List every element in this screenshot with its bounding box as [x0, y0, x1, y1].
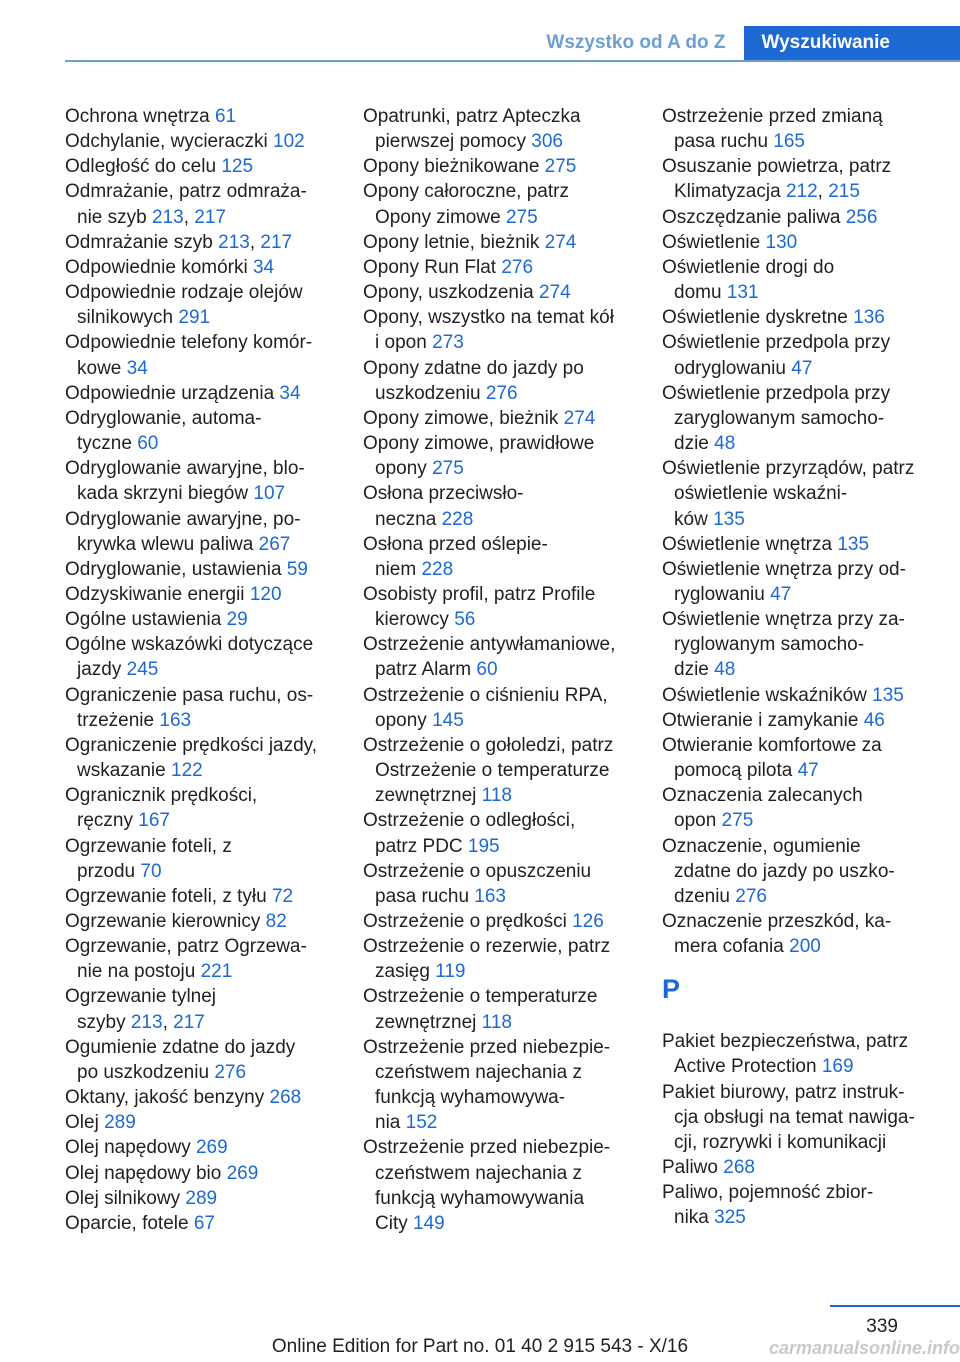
- index-entry-text: Oświetlenie wnętrza przy od- ryglowaniu: [662, 558, 906, 605]
- index-entry: [662, 205, 932, 230]
- header-rule: [65, 60, 960, 62]
- page-reference-link[interactable]: 149: [413, 1212, 445, 1234]
- page-reference-link[interactable]: 169: [821, 1056, 854, 1078]
- page-reference-link[interactable]: 289: [104, 1112, 136, 1134]
- index-entry: [662, 708, 932, 733]
- index-entry: [363, 154, 633, 179]
- index-entry: [65, 507, 337, 557]
- page-reference-link[interactable]: 269: [195, 1137, 228, 1159]
- index-entry-text: Ostrzeżenie przed niebezpie- czeństwem najechania z funkcją wyhamowywania City: [363, 1137, 611, 1234]
- page-reference-link[interactable]: 221: [200, 961, 233, 983]
- page-reference-link[interactable]: 152: [405, 1112, 438, 1134]
- index-entry: [65, 783, 337, 833]
- index-entry: [65, 632, 337, 682]
- index-entry: Odmrażanie, patrz odmraża- nie szyb 213, 217: [65, 181, 307, 228]
- index-entry-text: Ogumienie zdatne do jazdy po uszkodzeniu: [65, 1036, 296, 1083]
- breadcrumb-section[interactable]: Wszystko od A do Z: [528, 26, 743, 60]
- index-entry: [65, 1110, 337, 1135]
- index-entry-text: Ograniczenie prędkości jazdy, wskazanie: [65, 734, 318, 782]
- page-reference-link[interactable]: 60: [476, 659, 498, 681]
- index-entry: [662, 330, 932, 380]
- index-entry: [662, 381, 932, 456]
- index-entry-text: Ostrzeżenie o temperaturze zewnętrznej: [363, 986, 598, 1033]
- page-reference-link[interactable]: 34: [279, 382, 301, 404]
- index-column-1: [65, 104, 337, 1236]
- index-entry: Odmrażanie szyb 213, 217: [65, 231, 293, 253]
- index-entry-text: Odryglowanie, ustawienia: [65, 558, 282, 580]
- index-entry: [363, 406, 633, 431]
- index-entry: [65, 1161, 337, 1186]
- page-reference-link[interactable]: 56: [454, 609, 476, 631]
- index-entry-text: Ograniczenie pasa ruchu, os- trzeżenie: [65, 684, 314, 731]
- page-reference-link[interactable]: 48: [714, 433, 736, 455]
- index-entry-text: Oświetlenie wnętrza przy za- ryglowanym samocho- dzie: [662, 609, 905, 681]
- index-entry-text: Paliwo, pojemność zbior- nika: [662, 1182, 874, 1229]
- index-entry-text: Oznaczenie, ogumienie zdatne do jazdy po uszko- dzeniu: [662, 835, 895, 907]
- page-reference-link[interactable]: 102: [273, 131, 305, 153]
- index-entry: [662, 557, 932, 607]
- page-reference-link[interactable]: 135: [872, 684, 904, 706]
- index-entry-text: Oświetlenie przedpola przy odryglowaniu: [662, 332, 891, 379]
- index-entry: [662, 104, 932, 154]
- index-entry: [363, 104, 633, 154]
- page-reference-link[interactable]: 135: [713, 508, 745, 530]
- page-reference-link[interactable]: 256: [845, 206, 878, 228]
- page-reference-link[interactable]: 125: [221, 156, 254, 178]
- page-reference-link[interactable]: 59: [286, 558, 308, 580]
- page-reference-link[interactable]: 276: [735, 885, 767, 907]
- index-entry-text: Osobisty profil, patrz Profile kierowcy: [363, 583, 596, 631]
- page-reference-link[interactable]: 47: [770, 583, 792, 605]
- index-entry-text: Ogólne wskazówki dotyczące jazdy: [65, 634, 314, 681]
- page-reference-link[interactable]: 48: [714, 659, 736, 681]
- index-entry: [65, 456, 337, 506]
- page-reference-link[interactable]: 120: [249, 583, 282, 605]
- watermark: carmanualsonline.info: [768, 1338, 960, 1358]
- index-entry-text: Osuszanie powietrza, patrz Klimatyzacja: [662, 156, 892, 203]
- edition-note: Online Edition for Part no. 01 40 2 915 543 - X/16: [271, 1336, 689, 1357]
- index-entry: [65, 909, 337, 934]
- index-entry-text: Ogrzewanie, patrz Ogrzewa- nie na postoju: [65, 936, 307, 983]
- index-column-3: [662, 104, 932, 1231]
- page-reference-link[interactable]: 200: [789, 936, 821, 958]
- index-entry-text: Olej napędowy bio: [65, 1162, 222, 1184]
- index-entry: [662, 456, 932, 531]
- index-entry: [363, 532, 633, 582]
- page-reference-link[interactable]: 70: [140, 860, 162, 882]
- index-entry-text: Odpowiednie komórki: [65, 256, 248, 278]
- page-reference-link[interactable]: 195: [467, 835, 500, 857]
- index-entry: [65, 1085, 337, 1110]
- index-entry-text: Oznaczenie przeszkód, ka- mera cofania: [662, 911, 892, 958]
- index-entry-text: Ostrzeżenie o opuszczeniu pasa ruchu: [363, 860, 592, 907]
- index-entry: [65, 582, 337, 607]
- page-reference-link[interactable]: 217: [173, 1011, 205, 1033]
- index-entry-text: Opony zimowe, bieżnik: [363, 407, 559, 429]
- index-entry: [65, 154, 337, 179]
- page-reference-link[interactable]: 269: [226, 1162, 259, 1184]
- page-reference-link[interactable]: 275: [544, 156, 577, 178]
- index-entry: [363, 683, 633, 733]
- page-reference-link[interactable]: 131: [726, 282, 759, 304]
- index-entry: [363, 230, 633, 255]
- index-entry: [363, 481, 633, 531]
- index-entry-text: Oświetlenie: [662, 231, 761, 253]
- index-entry-text: Ostrzeżenie o rezerwie, patrz zasięg: [363, 936, 611, 983]
- page-reference-link[interactable]: 82: [265, 911, 287, 932]
- index-entry-text: Oświetlenie dyskretne: [662, 307, 848, 329]
- index-entry-text: Oktany, jakość benzyny: [65, 1087, 265, 1109]
- page-reference-link[interactable]: 126: [572, 911, 604, 932]
- page-reference-link[interactable]: 60: [137, 433, 159, 455]
- index-entry-text: Odryglowanie awaryjne, po- krywka wlewu paliwa: [65, 508, 301, 555]
- index-entry: [65, 1135, 337, 1160]
- index-entry-text: Olej silnikowy: [65, 1187, 181, 1209]
- index-entry-text: Opony bieżnikowane: [363, 156, 540, 178]
- page-reference-link[interactable]: 325: [714, 1207, 746, 1229]
- index-entry: [363, 632, 633, 682]
- page-reference-link[interactable]: 213: [218, 231, 250, 253]
- index-entry-text: Odpowiednie telefony komór- kowe: [65, 332, 313, 379]
- index-entry-text: Pakiet biurowy, patrz instruk- cja obsługi na temat nawiga- cji, rozrywki i komunikacji: [662, 1081, 915, 1153]
- page-reference-link[interactable]: 274: [544, 231, 577, 253]
- page-reference-link[interactable]: 107: [253, 483, 286, 505]
- index-entry-text: Opatrunki, patrz Apteczka pierwszej pomocy: [363, 106, 581, 153]
- index-entry: [363, 1135, 633, 1236]
- index-entry-text: Oświetlenie przyrządów, patrz oświetlenie wskaźni- ków: [662, 458, 915, 530]
- index-entry-text: Oświetlenie drogi do domu: [662, 256, 835, 304]
- index-entry: [65, 1035, 337, 1085]
- index-entry-text: Odpowiednie urządzenia: [65, 382, 275, 404]
- page-reference-link[interactable]: 135: [837, 533, 870, 555]
- index-entry-text: Odmrażanie, patrz odmraża- nie szyb: [65, 181, 307, 228]
- page-reference-link[interactable]: 61: [214, 106, 237, 127]
- index-entry-text: Paliwo: [662, 1157, 718, 1179]
- index-entry-text: Opony, uszkodzenia: [363, 282, 534, 304]
- index-entry: [363, 179, 633, 229]
- index-entry: [363, 859, 633, 909]
- index-entry-text: Odmrażanie szyb: [65, 231, 213, 253]
- index-entry-text: Ochrona wnętrza: [65, 106, 210, 127]
- page-reference-link[interactable]: 119: [435, 961, 466, 983]
- page-reference-link[interactable]: 228: [421, 558, 454, 580]
- page-reference-link[interactable]: 46: [863, 709, 885, 731]
- index-entry-text: Oświetlenie wnętrza: [662, 533, 833, 555]
- index-entry: [65, 330, 337, 380]
- index-entry-text: Pakiet bezpieczeństwa, patrz Active Protection: [662, 1031, 909, 1078]
- index-entry: [363, 733, 633, 808]
- index-entry: [363, 1035, 633, 1136]
- index-entry-text: Ogólne ustawienia: [65, 609, 222, 631]
- page-reference-link[interactable]: 267: [258, 533, 291, 555]
- index-entry-text: Ostrzeżenie o odległości, patrz PDC: [363, 810, 576, 857]
- page-reference-link[interactable]: 274: [539, 282, 571, 304]
- page-reference-link[interactable]: 245: [126, 659, 159, 681]
- header-breadcrumb: [528, 26, 960, 60]
- index-entry-text: Olej: [65, 1112, 99, 1134]
- index-entry-text: Odzyskiwanie energii: [65, 583, 245, 605]
- index-entry: [363, 984, 633, 1034]
- index-entry: Osuszanie powietrza, patrz Klimatyzacja 212, 215: [662, 156, 892, 203]
- page-reference-link[interactable]: 291: [178, 307, 211, 329]
- index-entry-text: Odległość do celu: [65, 156, 217, 178]
- page-reference-link[interactable]: 163: [474, 885, 506, 907]
- index-entry: [65, 934, 337, 984]
- page-number: 339: [866, 1316, 898, 1337]
- page-reference-link[interactable]: 289: [185, 1187, 218, 1209]
- index-entry: [363, 431, 633, 481]
- index-entry: [363, 582, 633, 632]
- index-entry-text: Oszczędzanie paliwa: [662, 206, 841, 228]
- index-entry: [363, 305, 633, 355]
- index-entry-text: Opony, wszystko na temat kół i opon: [363, 307, 614, 354]
- index-entry: [65, 1186, 337, 1211]
- index-entry-text: Ostrzeżenie przed zmianą pasa ruchu: [662, 106, 883, 153]
- index-entry-text: Odchylanie, wycieraczki: [65, 131, 268, 153]
- index-column-2: [363, 104, 633, 1236]
- page-reference-link[interactable]: 228: [441, 508, 474, 530]
- index-entry: [65, 607, 337, 632]
- index-entry: [662, 1029, 932, 1079]
- page-reference-link[interactable]: 275: [505, 206, 538, 228]
- page-reference-link[interactable]: 34: [252, 256, 275, 278]
- index-entry: [363, 280, 633, 305]
- index-entry: [65, 280, 337, 330]
- index-entry: [65, 406, 337, 456]
- page-reference-link[interactable]: 212: [785, 181, 818, 203]
- index-entry: [662, 532, 932, 557]
- index-entry-text: Ostrzeżenie antywłamaniowe, patrz Alarm: [363, 634, 616, 681]
- page-reference-link[interactable]: 275: [432, 458, 464, 480]
- index-entry-text: Opony Run Flat: [363, 256, 497, 278]
- index-entry: [65, 381, 337, 406]
- page-reference-link[interactable]: 213: [151, 206, 184, 228]
- index-entry: [65, 1211, 337, 1236]
- page-reference-link[interactable]: 118: [481, 1011, 512, 1033]
- index-entry-text: Ostrzeżenie o ciśnieniu RPA, opony: [363, 684, 608, 731]
- index-entry: [65, 884, 337, 909]
- page-reference-link[interactable]: 213: [130, 1011, 163, 1033]
- index-entry-text: Oświetlenie wskaźników: [662, 684, 867, 706]
- index-entry: [363, 934, 633, 984]
- index-entry: [662, 1080, 932, 1155]
- index-entry: [662, 1180, 932, 1230]
- index-entry-text: Ostrzeżenie o prędkości: [363, 911, 567, 932]
- page-reference-link[interactable]: 29: [226, 609, 248, 631]
- page-reference-link[interactable]: 217: [260, 231, 293, 253]
- index-entry: [65, 104, 337, 129]
- index-entry: [363, 255, 633, 280]
- page-reference-link[interactable]: 136: [853, 307, 885, 329]
- index-entry-text: Otwieranie i zamykanie: [662, 709, 859, 731]
- index-entry: [662, 834, 932, 909]
- index-entry: [363, 808, 633, 858]
- page-reference-link[interactable]: 274: [563, 407, 596, 429]
- index-entry-text: Oznaczenia zalecanych opon: [662, 785, 863, 832]
- page-reference-link[interactable]: 34: [126, 357, 148, 379]
- index-entry-text: Oświetlenie przedpola przy zaryglowanym samocho- dzie: [662, 382, 891, 455]
- index-entry: [662, 909, 932, 959]
- page-reference-link[interactable]: 145: [432, 709, 464, 731]
- footer-rule: [830, 1305, 960, 1307]
- index-entry: [662, 783, 932, 833]
- index-entry: [65, 557, 337, 582]
- index-entry: [363, 909, 633, 934]
- index-entry-text: Otwieranie komfortowe za pomocą pilota: [662, 734, 882, 782]
- index-entry-text: Opony zdatne do jazdy po uszkodzeniu: [363, 357, 584, 404]
- index-entry-text: Odryglowanie awaryjne, blo- kada skrzyni biegów: [65, 458, 305, 505]
- index-entry: [662, 255, 932, 305]
- index-entry: [662, 683, 932, 708]
- index-entry: [65, 129, 337, 154]
- index-entry-text: Opony całoroczne, patrz Opony zimowe: [363, 181, 569, 228]
- index-entry-text: Opony zimowe, prawidłowe opony: [363, 433, 595, 480]
- index-entry-text: Ogranicznik prędkości, ręczny: [65, 785, 258, 832]
- page-reference-link[interactable]: 72: [271, 885, 294, 907]
- index-entry: [662, 305, 932, 330]
- index-entry-text: Olej napędowy: [65, 1137, 191, 1159]
- page-reference-link[interactable]: 276: [485, 382, 518, 404]
- page-reference-link[interactable]: 165: [773, 131, 805, 153]
- page-reference-link[interactable]: 118: [481, 785, 512, 807]
- index-entry-text: Ogrzewanie foteli, z przodu: [65, 835, 232, 882]
- page-reference-link[interactable]: 276: [214, 1061, 247, 1083]
- index-entry: [662, 607, 932, 682]
- index-entry-text: Oparcie, fotele: [65, 1212, 189, 1234]
- page-reference-link[interactable]: 306: [531, 131, 563, 153]
- page-reference-link[interactable]: 217: [194, 206, 226, 228]
- index-entry: [65, 255, 337, 280]
- index-entry-text: Ostrzeżenie o gołoledzi, patrz Ostrzeżenie o temperaturze zewnętrznej: [363, 734, 614, 807]
- index-entry: [363, 356, 633, 406]
- page-reference-link[interactable]: 276: [501, 256, 534, 278]
- page-reference-link[interactable]: 268: [723, 1157, 755, 1179]
- page-reference-link[interactable]: 67: [193, 1212, 215, 1234]
- index-entry: Ogrzewanie tylnej szyby 213, 217: [65, 986, 217, 1033]
- index-entry: [65, 683, 337, 733]
- page-reference-link[interactable]: 122: [171, 760, 203, 782]
- index-entry: [662, 733, 932, 783]
- page-reference-link[interactable]: 47: [797, 760, 819, 782]
- page-reference-link[interactable]: 167: [138, 810, 170, 832]
- index-entry-text: Osłona przeciwsło- neczna: [363, 483, 524, 530]
- page-reference-link[interactable]: 130: [765, 231, 798, 253]
- index-entry-text: Odpowiednie rodzaje olejów silnikowych: [65, 282, 303, 329]
- page-reference-link[interactable]: 163: [159, 709, 192, 731]
- page-reference-link[interactable]: 215: [828, 181, 860, 203]
- index-entry-text: Ogrzewanie foteli, z tyłu: [65, 885, 267, 907]
- page-reference-link[interactable]: 268: [269, 1087, 302, 1109]
- index-entry: [662, 230, 932, 255]
- index-entry-text: Opony letnie, bieżnik: [363, 231, 540, 253]
- index-letter-heading: P: [662, 974, 681, 1005]
- index-entry-text: Osłona przed oślepie- niem: [363, 533, 548, 580]
- page-reference-link[interactable]: 47: [791, 357, 813, 379]
- page-reference-link[interactable]: 273: [432, 332, 464, 354]
- index-entry-text: Odryglowanie, automa- tyczne: [65, 407, 262, 455]
- page-reference-link[interactable]: 275: [721, 810, 754, 832]
- breadcrumb-active-tab[interactable]: Wyszukiwanie: [744, 26, 960, 60]
- index-entry: [65, 733, 337, 783]
- index-entry: [662, 1155, 932, 1180]
- index-entry-text: Ogrzewanie tylnej szyby: [65, 986, 217, 1033]
- index-entry: [65, 834, 337, 884]
- index-entry-text: Ogrzewanie kierownicy: [65, 911, 261, 932]
- index-entry-text: Ostrzeżenie przed niebezpie- czeństwem najechania z funkcją wyhamowywa- nia: [363, 1036, 611, 1134]
